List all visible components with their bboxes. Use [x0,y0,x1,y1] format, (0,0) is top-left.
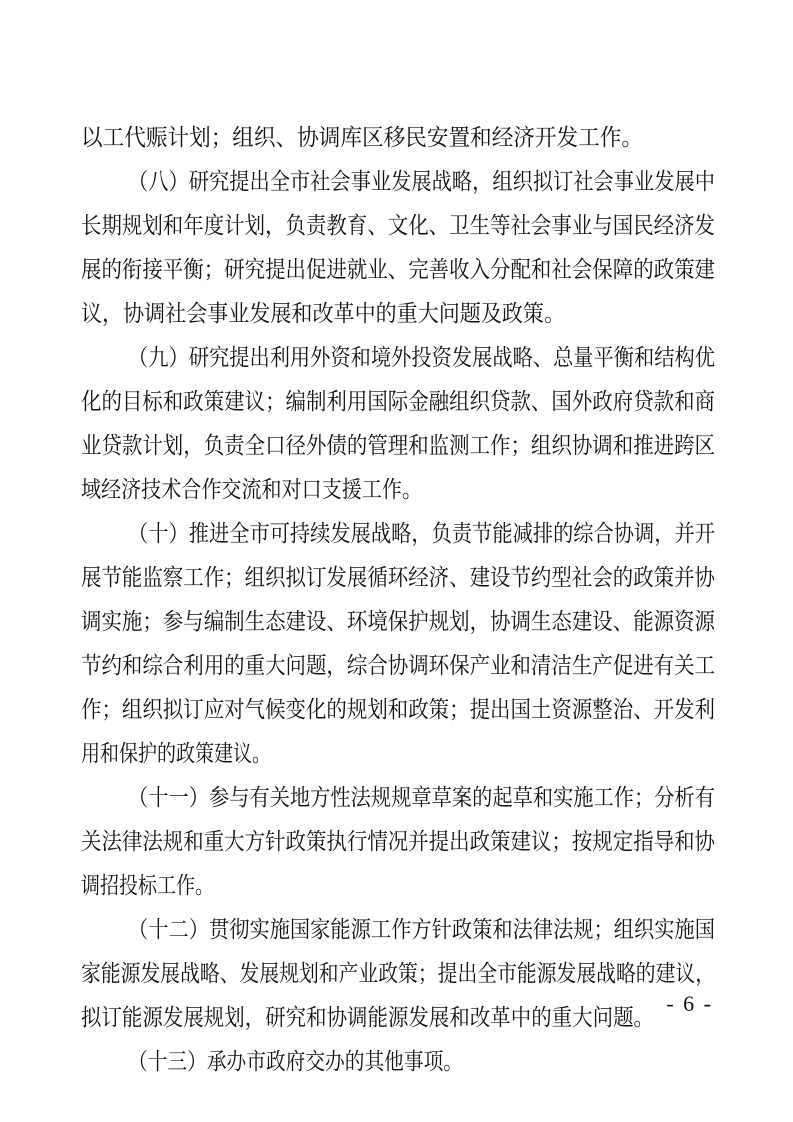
text-line [0,338,793,378]
text-line-content: 家能源发展战略、发展规划和产业政策；提出全市能源发展战略的建议， [81,961,715,987]
text-line-content: （九）研究提出利用外资和境外投资发展战略、总量平衡和结构优 [128,345,715,371]
page-number: - 6 - [666,991,713,1016]
text-line [0,558,793,598]
text-line-content: 展节能监察工作；组织拟订发展循环经济、建设节约型社会的政策并协 [81,565,715,591]
text-line-content: 业贷款计划，负责全口径外债的管理和监测工作；组织协调和推进跨区 [81,433,715,459]
text-line-content: 关法律法规和重大方针政策执行情况并提出政策建议；按规定指导和协 [81,829,715,855]
text-line [0,206,793,246]
text-line [0,866,793,906]
text-line-content: （十一）参与有关地方性法规规章草案的起草和实施工作；分析有 [128,785,715,811]
text-line-content: （十三）承办市政府交办的其他事项。 [128,1049,463,1075]
text-line [0,382,793,422]
text-line-content: （十二）贯彻实施国家能源工作方针政策和法律法规；组织实施国 [128,917,715,943]
text-line [0,514,793,554]
text-line-content: 议，协调社会事业发展和改革中的重大问题及政策。 [81,301,565,327]
text-line-content: 拟订能源发展规划，研究和协调能源发展和改革中的重大问题。 [81,1005,654,1031]
text-line [0,646,793,686]
text-line-content: 化的目标和政策建议；编制利用国际金融组织贷款、国外政府贷款和商 [81,389,715,415]
text-line-content: 作；组织拟订应对气候变化的规划和政策；提出国土资源整治、开发利 [81,697,715,723]
text-line-content: 长期规划和年度计划，负责教育、文化、卫生等社会事业与国民经济发 [81,213,715,239]
text-line [0,1042,793,1082]
text-line-content: 用和保护的政策建议。 [81,741,271,767]
text-line [0,162,793,202]
text-line-content: 节约和综合利用的重大问题，综合协调环保产业和清洁生产促进有关工 [81,653,715,679]
text-line [0,778,793,818]
text-line-content: 展的衔接平衡；研究提出促进就业、完善收入分配和社会保障的政策建 [81,257,715,283]
text-line [0,294,793,334]
text-line-content: （八）研究提出全市社会事业发展战略，组织拟订社会事业发展中 [128,169,715,195]
text-line-content: （十）推进全市可持续发展战略，负责节能减排的综合协调，并开 [128,521,715,547]
text-line-content: 域经济技术合作交流和对口支援工作。 [81,477,422,503]
text-line [0,690,793,730]
text-line [0,910,793,950]
text-line [0,822,793,862]
text-line-content: 调招投标工作。 [81,873,214,899]
text-line-content: 调实施；参与编制生态建设、环境保护规划，协调生态建设、能源资源 [81,609,715,635]
text-line [0,426,793,466]
text-line [0,602,793,642]
text-line [0,470,793,510]
text-line-content: 以工代赈计划；组织、协调库区移民安置和经济开发工作。 [81,125,643,151]
text-line [0,118,793,158]
text-line [0,250,793,290]
text-line [0,734,793,774]
